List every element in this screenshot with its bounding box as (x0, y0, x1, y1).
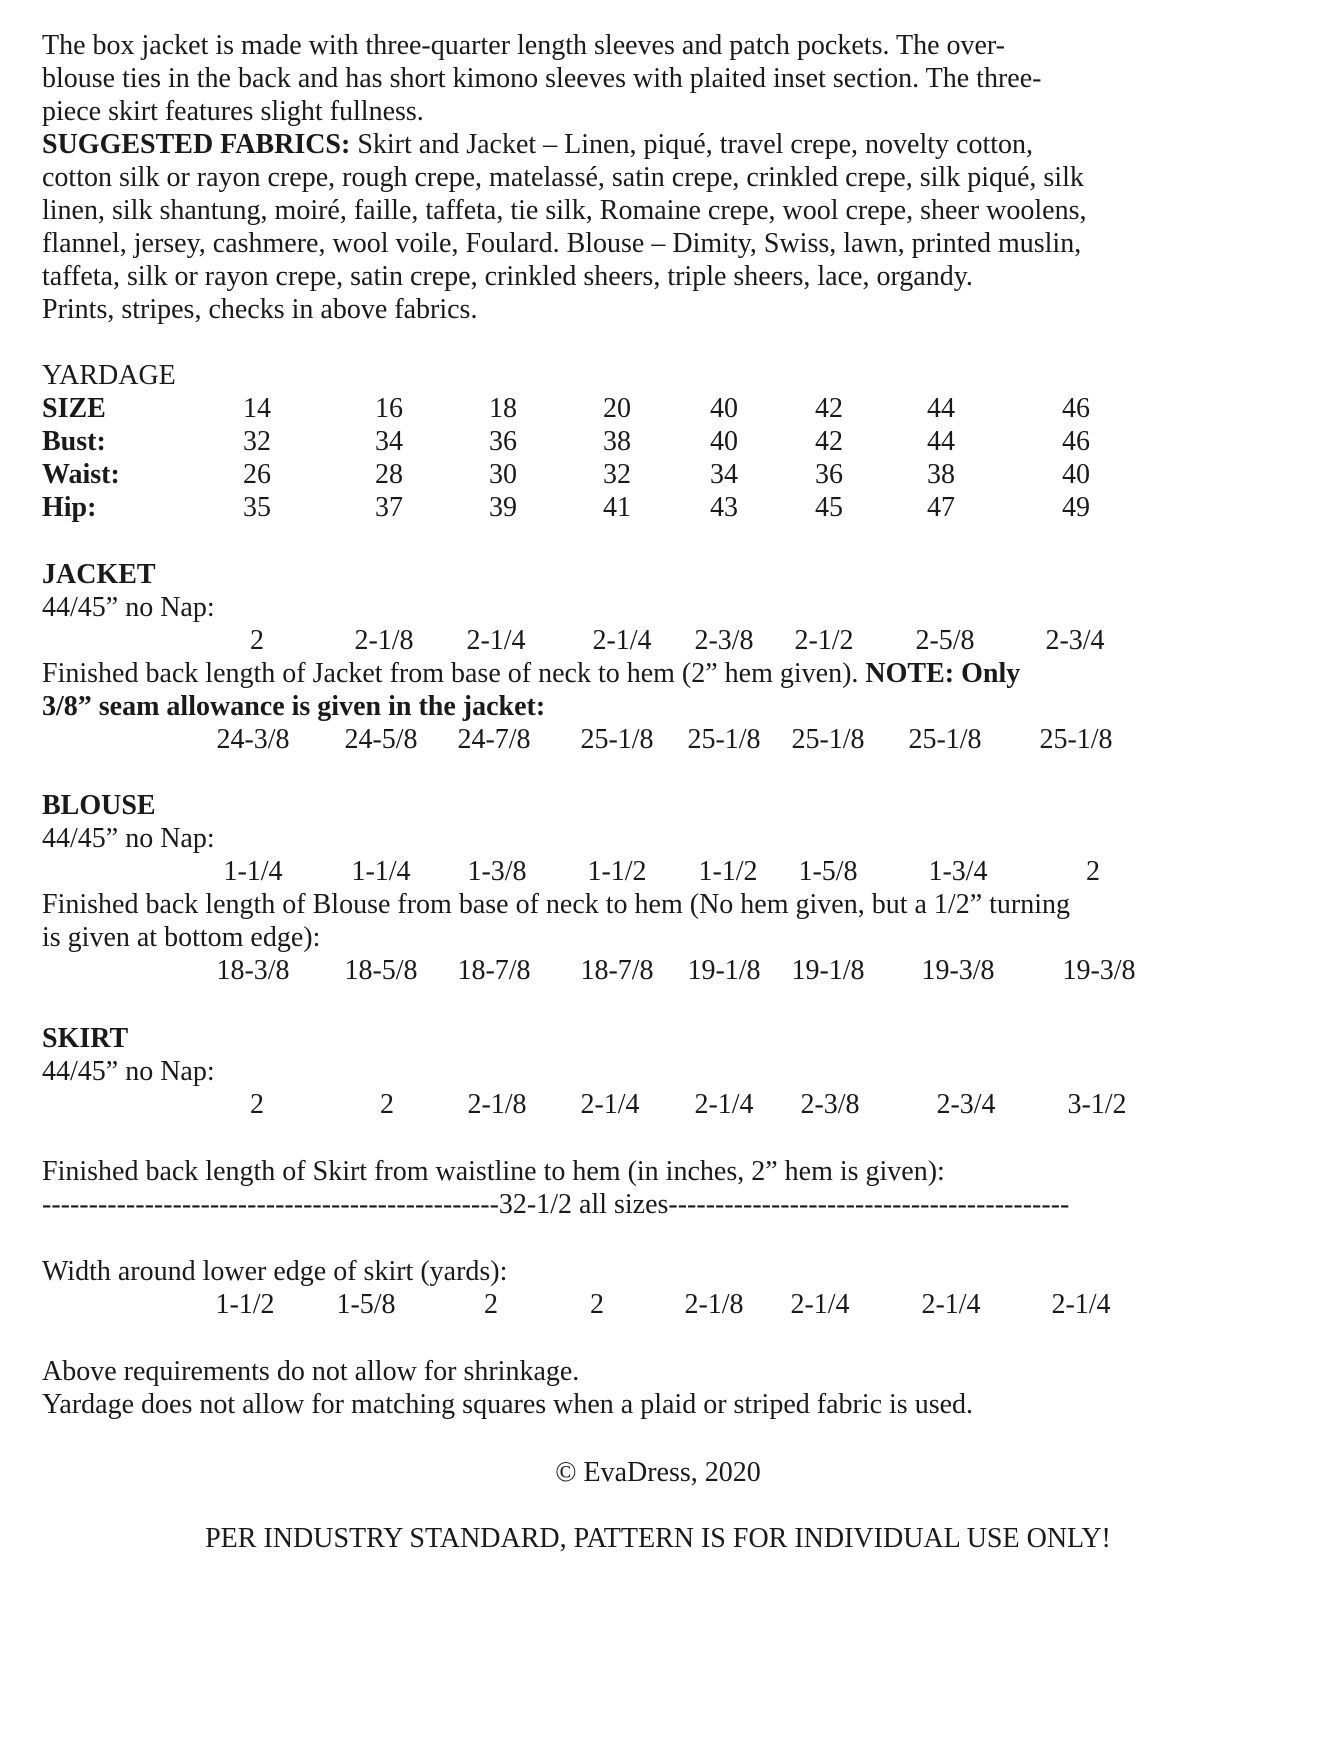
fabrics-line-4: flannel, jersey, cashmere, wool voile, Foulard. Blouse – Dimity, Swiss, lawn, printed muslin, (42, 228, 1082, 259)
blouse-yardage-3: 1-3/8 (467, 856, 527, 887)
jacket-yardage-4: 2-1/4 (592, 625, 652, 656)
blouse-yardage-5: 1-1/2 (698, 856, 758, 887)
blouse-length-6: 19-1/8 (791, 955, 865, 986)
intro-line-2: blouse ties in the back and has short kimono sleeves with plaited inset section. The three- (42, 63, 1042, 94)
size-table-cell: 40 (710, 426, 738, 457)
matching-note: Yardage does not allow for matching squares when a plaid or striped fabric is used. (42, 1389, 974, 1420)
size-table-cell: 38 (927, 459, 955, 490)
size-table-cell: 36 (815, 459, 843, 490)
intro-line-1: The box jacket is made with three-quarter length sleeves and patch pockets. The over- (42, 30, 1006, 61)
skirt-width-2: 1-5/8 (336, 1289, 396, 1320)
size-table-cell: 46 (1062, 426, 1090, 457)
size-table-cell: 49 (1062, 492, 1090, 523)
intro-line-3: piece skirt features slight fullness. (42, 96, 424, 127)
skirt-width-8: 2-1/4 (1051, 1289, 1111, 1320)
fabrics-line-2: cotton silk or rayon crepe, rough crepe, matelassé, satin crepe, crinkled crepe, silk piqué, silk (42, 162, 1084, 193)
blouse-yardage-8: 2 (1086, 856, 1100, 887)
skirt-yardage-1: 2 (250, 1089, 264, 1120)
blouse-length-5: 19-1/8 (687, 955, 761, 986)
size-table-cell: 18 (489, 393, 517, 424)
fabrics-text: Skirt and Jacket – Linen, piqué, travel crepe, novelty cotton, (350, 129, 1034, 160)
skirt-yardage-4: 2-1/4 (580, 1089, 640, 1120)
blouse-heading: BLOUSE (42, 790, 156, 821)
size-table-cell: 16 (375, 393, 403, 424)
skirt-width-6: 2-1/4 (790, 1289, 850, 1320)
blouse-length-8: 19-3/8 (1062, 955, 1136, 986)
fabrics-line-5: taffeta, silk or rayon crepe, satin crepe, crinkled sheers, triple sheers, lace, organdy. (42, 261, 973, 292)
blouse-yardage-7: 1-3/4 (928, 856, 988, 887)
jacket-yardage-7: 2-5/8 (915, 625, 975, 656)
jacket-length-text: Finished back length of Jacket from base of neck to hem (2” hem given). (42, 658, 866, 689)
size-table-cell: 28 (375, 459, 403, 490)
fabrics-line-3: linen, silk shantung, moiré, faille, taffeta, tie silk, Romaine crepe, wool crepe, sheer woolens, (42, 195, 1087, 226)
size-table-cell: 34 (710, 459, 738, 490)
jacket-length-4: 25-1/8 (580, 724, 654, 755)
size-table-label-bust: Bust: (42, 426, 106, 457)
size-table-label-size: SIZE (42, 393, 106, 424)
size-table-cell: 20 (603, 393, 631, 424)
size-table-cell: 47 (927, 492, 955, 523)
copyright: © EvaDress, 2020 (555, 1457, 761, 1488)
size-table-cell: 30 (489, 459, 517, 490)
size-table-cell: 43 (710, 492, 738, 523)
skirt-width-3: 2 (484, 1289, 498, 1320)
skirt-length-text: Finished back length of Skirt from waistline to hem (in inches, 2” hem is given): (42, 1156, 945, 1187)
size-table-label-hip: Hip: (42, 492, 97, 523)
size-table-cell: 46 (1062, 393, 1090, 424)
skirt-yardage-3: 2-1/8 (467, 1089, 527, 1120)
size-table-cell: 26 (243, 459, 271, 490)
size-table-cell: 40 (710, 393, 738, 424)
jacket-seam-note: 3/8” seam allowance is given in the jacket: (42, 691, 546, 722)
skirt-width-5: 2-1/8 (684, 1289, 744, 1320)
skirt-yardage-6: 2-3/8 (800, 1089, 860, 1120)
jacket-fabric-width: 44/45” no Nap: (42, 592, 215, 623)
fabrics-label: SUGGESTED FABRICS: (42, 129, 351, 160)
size-table-cell: 35 (243, 492, 271, 523)
size-table-cell: 14 (243, 393, 271, 424)
size-table-cell: 42 (815, 426, 843, 457)
size-table-cell: 36 (489, 426, 517, 457)
skirt-all-sizes: -------------------------------------------------32-1/2 all sizes------------------------------------------- (42, 1189, 1070, 1220)
blouse-length-3: 18-7/8 (457, 955, 531, 986)
blouse-length-7: 19-3/8 (921, 955, 995, 986)
blouse-length-2: 18-5/8 (344, 955, 418, 986)
blouse-length-line-1: Finished back length of Blouse from base of neck to hem (No hem given, but a 1/2” turning (42, 889, 1071, 920)
jacket-length-3: 24-7/8 (457, 724, 531, 755)
size-table-cell: 39 (489, 492, 517, 523)
usage-notice: PER INDUSTRY STANDARD, PATTERN IS FOR INDIVIDUAL USE ONLY! (205, 1523, 1111, 1554)
size-table-cell: 44 (927, 426, 955, 457)
skirt-yardage-7: 2-3/4 (936, 1089, 996, 1120)
skirt-width-4: 2 (590, 1289, 604, 1320)
jacket-length-2: 24-5/8 (344, 724, 418, 755)
skirt-width-1: 1-1/2 (215, 1289, 275, 1320)
size-table-cell: 38 (603, 426, 631, 457)
size-table-label-waist: Waist: (42, 459, 120, 490)
fabrics-line-1 (42, 127, 1033, 163)
blouse-fabric-width: 44/45” no Nap: (42, 823, 215, 854)
jacket-length-7: 25-1/8 (908, 724, 982, 755)
skirt-width-label: Width around lower edge of skirt (yards): (42, 1256, 508, 1287)
blouse-length-1: 18-3/8 (216, 955, 290, 986)
jacket-length-line (42, 656, 1020, 692)
jacket-length-8: 25-1/8 (1039, 724, 1113, 755)
skirt-fabric-width: 44/45” no Nap: (42, 1056, 215, 1087)
blouse-yardage-6: 1-5/8 (798, 856, 858, 887)
yardage-heading: YARDAGE (42, 360, 176, 391)
size-table-cell: 45 (815, 492, 843, 523)
blouse-yardage-4: 1-1/2 (587, 856, 647, 887)
skirt-width-7: 2-1/4 (921, 1289, 981, 1320)
jacket-heading: JACKET (42, 559, 156, 590)
skirt-yardage-5: 2-1/4 (694, 1089, 754, 1120)
size-table-cell: 40 (1062, 459, 1090, 490)
jacket-yardage-8: 2-3/4 (1045, 625, 1105, 656)
jacket-yardage-2: 2-1/8 (354, 625, 414, 656)
skirt-yardage-2: 2 (380, 1089, 394, 1120)
jacket-length-6: 25-1/8 (791, 724, 865, 755)
skirt-heading: SKIRT (42, 1023, 129, 1054)
shrinkage-note: Above requirements do not allow for shrinkage. (42, 1356, 580, 1387)
size-table-cell: 34 (375, 426, 403, 457)
fabrics-line-6: Prints, stripes, checks in above fabrics. (42, 294, 478, 325)
size-table-cell: 44 (927, 393, 955, 424)
size-table-cell: 42 (815, 393, 843, 424)
size-table-cell: 32 (243, 426, 271, 457)
jacket-yardage-6: 2-1/2 (794, 625, 854, 656)
blouse-length-4: 18-7/8 (580, 955, 654, 986)
jacket-yardage-3: 2-1/4 (466, 625, 526, 656)
jacket-length-5: 25-1/8 (687, 724, 761, 755)
jacket-note: NOTE: Only (865, 658, 1021, 689)
blouse-yardage-2: 1-1/4 (351, 856, 411, 887)
blouse-length-line-2: is given at bottom edge): (42, 922, 321, 953)
jacket-yardage-1: 2 (250, 625, 264, 656)
jacket-length-1: 24-3/8 (216, 724, 290, 755)
blouse-yardage-1: 1-1/4 (223, 856, 283, 887)
size-table-cell: 37 (375, 492, 403, 523)
jacket-yardage-5: 2-3/8 (694, 625, 754, 656)
size-table-cell: 32 (603, 459, 631, 490)
skirt-yardage-8: 3-1/2 (1067, 1089, 1127, 1120)
size-table-cell: 41 (603, 492, 631, 523)
